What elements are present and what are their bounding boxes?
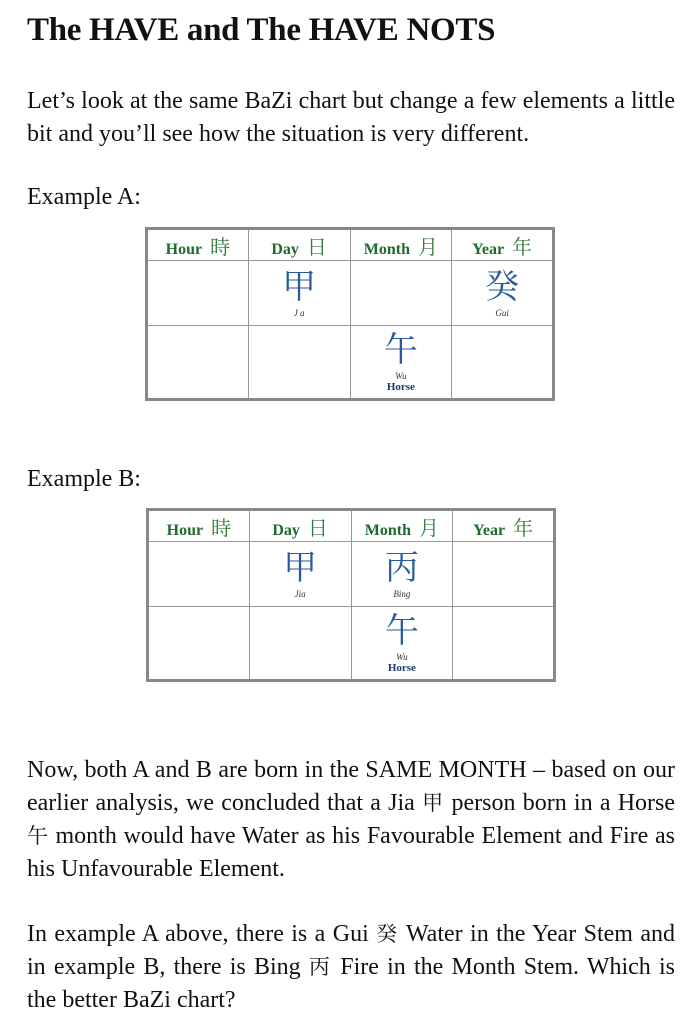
header-row xyxy=(147,229,554,261)
stem-row xyxy=(148,542,555,607)
header-year: Year 年 xyxy=(453,510,555,542)
header-hour: Hour 時 xyxy=(147,229,249,261)
gui-character: 癸 xyxy=(376,922,399,946)
branch-row xyxy=(148,607,555,681)
stem-cell-hour xyxy=(147,261,249,326)
branch-cell-year xyxy=(453,607,555,681)
stem-cell-month xyxy=(350,261,452,326)
stem-cell-day: 甲 Jia xyxy=(249,542,351,607)
header-row xyxy=(148,510,555,542)
branch-row xyxy=(147,326,554,400)
header-day: Day 日 xyxy=(249,510,351,542)
header-day: Day 日 xyxy=(248,229,350,261)
stem-cell-hour xyxy=(148,542,250,607)
branch-cell-hour xyxy=(147,326,249,400)
branch-cell-day xyxy=(249,607,351,681)
jia-character: 甲 xyxy=(422,791,445,815)
header-month: Month 月 xyxy=(351,510,453,542)
example-a-label: Example A: xyxy=(27,184,141,210)
header-month: Month 月 xyxy=(350,229,452,261)
stem-cell-year: 癸 Gui xyxy=(452,261,554,326)
branch-cell-year xyxy=(452,326,554,400)
stem-row xyxy=(147,261,554,326)
branch-cell-month: 午 Wu Horse xyxy=(351,607,453,681)
example-a-chart xyxy=(145,227,555,401)
analysis-paragraph: Now, both A and B are born in the SAME MONTH – based on our earlier analysis, we concluded that a Jia 甲 person born in a Horse 午 month would have Water as his Favourable Element and Fire as his Unfavourable Element. xyxy=(27,757,676,882)
header-hour: Hour 時 xyxy=(148,510,250,542)
page-title: The HAVE and The HAVE NOTS xyxy=(27,12,496,48)
branch-cell-hour xyxy=(148,607,250,681)
branch-cell-day xyxy=(248,326,350,400)
intro-paragraph: Let’s look at the same BaZi chart but change a few elements a little bit and you’ll see how the situation is very different. xyxy=(27,88,675,147)
header-year: Year 年 xyxy=(452,229,554,261)
stem-cell-day: 甲 J a xyxy=(248,261,350,326)
wu-character: 午 xyxy=(27,824,49,848)
branch-cell-month: 午 Wu Horse xyxy=(350,326,452,400)
example-b-label: Example B: xyxy=(27,466,141,492)
stem-cell-year xyxy=(453,542,555,607)
bing-character: 丙 xyxy=(308,955,333,979)
question-paragraph: In example A above, there is a Gui 癸 Water in the Year Stem and in example B, there is Bing 丙 Fire in the Month Stem. Which is the better BaZi chart? xyxy=(27,921,676,1013)
stem-cell-month: 丙 Bing xyxy=(351,542,453,607)
example-b-chart xyxy=(146,508,556,682)
